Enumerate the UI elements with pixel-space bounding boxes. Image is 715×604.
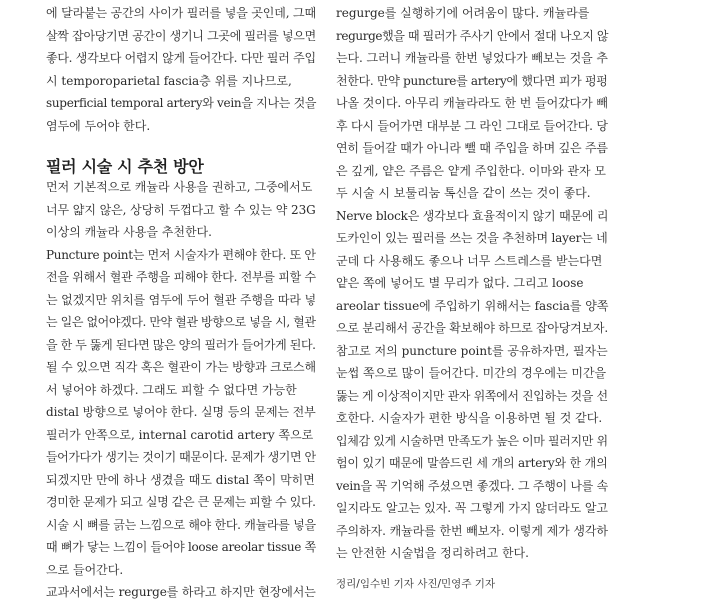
text-line: 을 한 두 뚫게 된다면 많은 양의 필러가 들어가게 된다.: [46, 337, 316, 352]
left-column-top: [46, 2, 316, 137]
text-line: 후 다시 들어가면 대부분 그 라인 그대로 들어간다. 당: [336, 118, 608, 133]
text-line: 경미한 문제가 되고 실명 같은 큰 문제는 피할 수 있다.: [46, 495, 316, 509]
text-line: 참고로 저의 puncture point를 공유하자면, 필자는: [336, 343, 608, 358]
text-line: 입체감 있게 시술하면 만족도가 높은 이마 필러지만 위: [336, 433, 608, 448]
text-line: 될 수 있으면 직각 혹은 혈관이 가는 방향과 크로스해: [46, 360, 316, 374]
text-line: 시 temporoparietal fascia층 위를 지나므로,: [46, 73, 292, 88]
text-line: 도카인이 있는 필러를 쓰는 것을 추천하며 layer는 네: [336, 231, 608, 245]
text-line: 좋다. 생각보다 어렵지 않게 들어간다. 다만 필러 주입: [46, 51, 316, 65]
text-line: regurge를 실행하기에 어려움이 많다. 캐뉼라를: [336, 6, 590, 20]
text-line: 으로 들어간다.: [46, 562, 124, 577]
text-line: vein을 꼭 기억해 주셨으면 좋겠다. 그 주행이 나를 속: [336, 478, 609, 493]
text-line: 눈썹 쪽으로 많이 들어간다. 미간의 경우에는 미간을: [336, 366, 607, 380]
right-column: [336, 2, 608, 565]
text-line: 때 뼈가 닿는 느낌이 들어야 loose areolar tissue 쪽: [46, 540, 316, 554]
text-line: 천한다. 만약 puncture를 artery에 했다면 피가 펑펑: [336, 73, 608, 88]
text-line: 은 깊게, 얕은 주름은 얕게 주입한다. 이마와 관자 모: [336, 163, 606, 178]
text-line: 교과서에서는 regurge를 하라고 하지만 현장에서는: [46, 585, 316, 599]
text-line: regurge했을 때 필러가 주사기 안에서 절대 나오지 않: [336, 28, 609, 43]
text-line: 는다. 그러니 캐뉼라를 한번 넣었다가 빼보는 것을 추: [336, 51, 608, 65]
text-line: 에 달라붙는 공간의 사이가 필러를 넣을 곳인데, 그때: [46, 6, 316, 20]
text-line: 는 일은 없어야겠다. 만약 혈관 방향으로 넣을 시, 혈관: [46, 315, 316, 329]
left-column-bottom: [46, 176, 316, 604]
text-line: 이상의 캐뉼라 사용을 추천한다.: [46, 225, 212, 239]
text-line: 너무 얇지 않은, 상당히 두껍다고 할 수 있는 약 23G: [46, 202, 316, 217]
text-line: 얕은 쪽에 넣어도 별 무리가 없다. 그리고 loose: [336, 276, 584, 290]
text-line: 살짝 잡아당기면 공간이 생기니 그곳에 필러를 넣으면: [46, 28, 316, 43]
text-line: 들어가다가 생기는 것이기 때문이다. 문제가 생기면 안: [46, 450, 316, 464]
text-line: 먼저 기본적으로 캐뉼라 사용을 권하고, 그중에서도: [46, 180, 313, 194]
text-line: 전을 위해서 혈관 주행을 피해야 한다. 전부를 피할 수: [46, 270, 316, 284]
text-line: 되겠지만 만에 하나 생겼을 때도 distal 쪽이 막히면: [46, 472, 315, 487]
text-line: 군데 다 사용해도 좋으나 너무 스트레스를 받는다면: [336, 253, 603, 268]
text-line: 주의하자. 캐뉼라를 한번 빼보자. 이렇게 제가 생각하: [336, 523, 608, 538]
text-line: 염두에 두어야 한다.: [46, 118, 151, 133]
text-line: superficial temporal artery와 vein을 지나는 것을: [46, 96, 317, 110]
text-line: 는 없겠지만 위치를 염두에 두어 혈관 주행을 따라 넣: [46, 292, 316, 307]
text-line: Puncture point는 먼저 시술자가 편해야 한다. 또 안: [46, 247, 316, 262]
text-line: 필러가 안쪽으로, internal carotid artery 쪽으로: [46, 427, 314, 442]
text-line: 는 안전한 시술법을 정리하려고 한다.: [336, 546, 529, 560]
text-line: 서 넣어야 하겠다. 그래도 피할 수 없다면 가능한: [46, 382, 297, 397]
photo-credit: 정리/임수빈 기자 사진/민영주 기자: [336, 578, 496, 590]
text-line: 험이 있기 때문에 말씀드린 세 개의 artery와 한 개의: [336, 456, 608, 470]
text-line: 연히 들어갈 때가 아니라 뺄 때 주입을 하며 깊은 주름: [336, 141, 608, 155]
text-line: distal 방향으로 넣어야 한다. 실명 등의 문제는 전부: [46, 405, 316, 419]
text-line: 뚫는 게 이상적이지만 관자 위쪽에서 진입하는 것을 선: [336, 388, 608, 403]
text-line: 호한다. 시술자가 편한 방식을 이용하면 될 것 같다.: [336, 411, 603, 425]
text-line: 나올 것이다. 아무리 캐뉼라라도 한 번 들어갔다가 빼: [336, 96, 608, 110]
text-line: 시술 시 뼈를 긁는 느낌으로 해야 한다. 캐뉼라를 넣을: [46, 517, 316, 532]
text-line: 으로 분리해서 공간을 확보해야 하므로 잡아당겨보자.: [336, 321, 608, 335]
text-line: areolar tissue에 주입하기 위해서는 fascia를 양쪽: [336, 298, 609, 313]
text-line: Nerve block은 생각보다 효율적이지 않기 때문에 리: [336, 208, 609, 223]
text-line: 일지라도 알고는 있자. 꼭 그렇게 가지 않더라도 알고: [336, 501, 608, 515]
text-line: 두 시술 시 보툴리눔 톡신을 같이 쓰는 것이 좋다.: [336, 186, 591, 200]
section-heading: 필러 시술 시 추천 방안: [46, 157, 204, 176]
